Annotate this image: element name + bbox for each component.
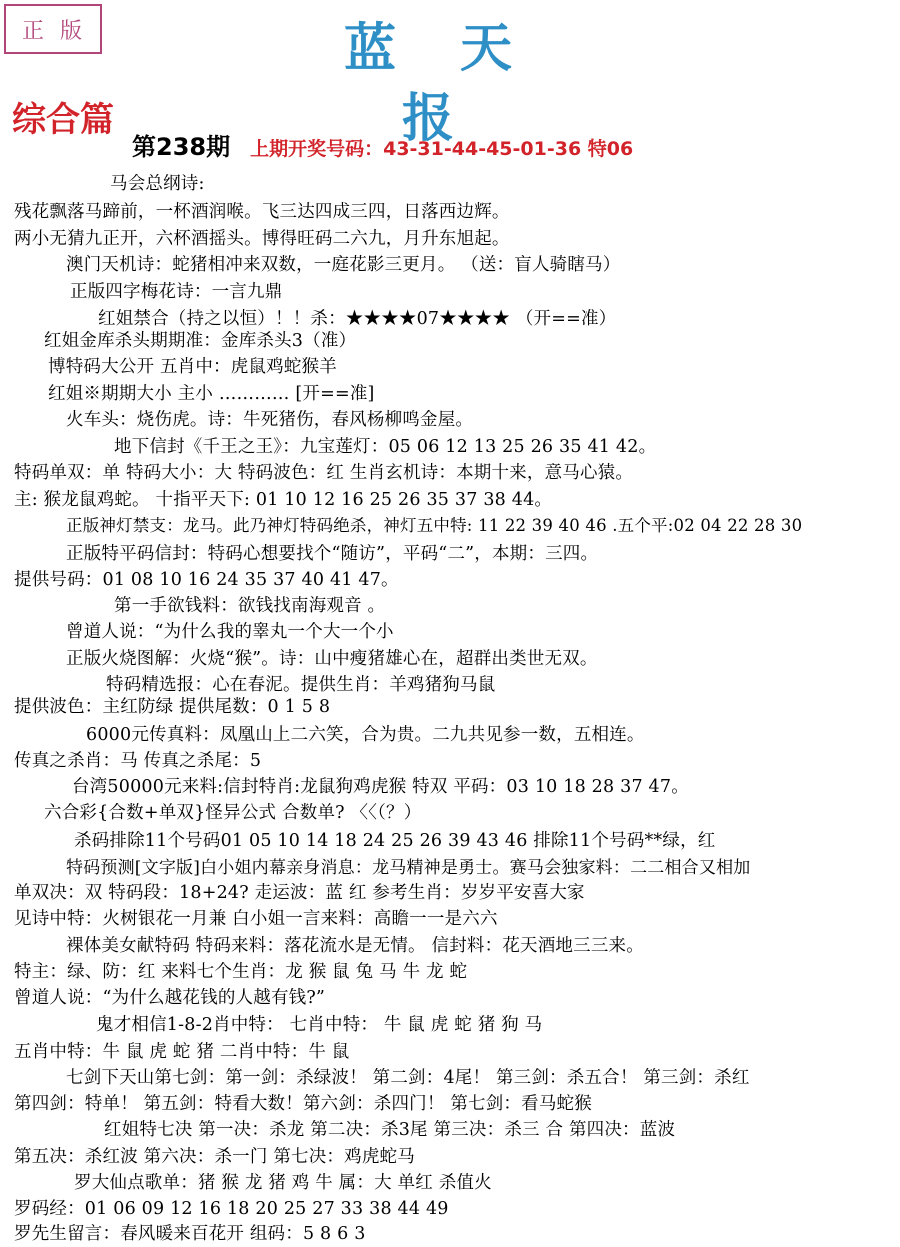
text-line: 正版神灯禁支：龙马。此乃神灯特码绝杀，神灯五中特: 11 22 39 40 46 .五个平:02 04 22 28 30	[66, 516, 803, 535]
text-line: 特码单双：单 特码大小：大 特码波色：红 生肖玄机诗：本期十来，意马心猿。	[14, 463, 634, 483]
text-line: 火车头：烧伤虎。诗：牛死猪伤，春风杨柳鸣金屋。	[66, 410, 474, 430]
text-line: 五肖中特：牛 鼠 虎 蛇 猪 二肖中特：牛 鼠	[14, 1042, 350, 1062]
issue-row	[132, 130, 633, 167]
text-line: 特码预测[文字版]白小姐内幕亲身消息：龙马精神是勇士。赛马会独家料：二二相合又相加	[66, 858, 751, 878]
previous-result: 上期开奖号码：43-31-44-45-01-36 特06	[250, 138, 634, 160]
text-line: 正版火烧图解：火烧“猴”。诗：山中瘦猪雄心在，超群出类世无双。	[66, 649, 598, 669]
text-line: 博特码大公开 五肖中：虎鼠鸡蛇猴羊	[48, 357, 337, 377]
text-line: 残花飘落马蹄前，一杯酒润喉。飞三达四成三四，日落西边辉。	[14, 202, 510, 222]
text-line: 七剑下天山第七剑：第一剑：杀绿波！ 第二剑：4尾！ 第三剑：杀五合！ 第三剑：杀红	[66, 1068, 750, 1088]
text-line: 红姐特七决 第一决：杀龙 第二决：杀3尾 第三决：杀三 合 第四决：蓝波	[104, 1120, 676, 1140]
text-line: 台湾50000元来料:信封特肖:龙鼠狗鸡虎猴 特双 平码：03 10 18 28 37 47。	[72, 777, 689, 797]
text-line: 红姐金库杀头期期准：金库杀头3（准）	[44, 331, 357, 351]
text-line: 见诗中特：火树银花一月兼 白小姐一言来料：高瞻一一是六六	[14, 909, 498, 929]
text-line: 罗大仙点歌单：猪 猴 龙 猪 鸡 牛 属：大 单红 杀值火	[74, 1173, 492, 1193]
text-line: 正版四字梅花诗：一言九鼎	[70, 282, 283, 302]
text-line: 杀码排除11个号码01 05 10 14 18 24 25 26 39 43 46 排除11个号码**绿，红	[74, 831, 716, 851]
text-line: 红姐禁合（持之以恒）！！杀：★★★★07★★★★ （开==准）	[98, 309, 617, 329]
text-line: 红姐※期期大小 主小 ………… [开==准]	[48, 384, 375, 404]
text-line: 6000元传真料：凤凰山上二六笑，合为贵。二九共见参一数，五相连。	[86, 725, 645, 745]
masthead-title: 蓝天报	[343, 18, 576, 149]
text-line: 鬼才相信1-8-2肖中特： 七肖中特： 牛 鼠 虎 蛇 猪 狗 马	[96, 1015, 543, 1035]
text-line: 罗先生留言：春风暖来百花开 组码：5 8 6 3	[14, 1224, 366, 1244]
text-line: 第一手欲钱料：欲钱找南海观音 。	[114, 596, 386, 616]
text-line: 第五决：杀红波 第六决：杀一门 第七决：鸡虎蛇马	[14, 1147, 415, 1167]
text-line: 单双决：双 特码段：18+24? 走运波：蓝 红 参考生肖：岁岁平安喜大家	[14, 883, 585, 903]
text-line: 澳门天机诗：蛇猪相冲来双数，一庭花影三更月。 （送：盲人骑瞎马）	[66, 255, 621, 275]
text-line: 传真之杀肖：马 传真之杀尾：5	[14, 751, 262, 771]
text-line: 第四剑：特单！ 第五剑：特看大数！第六剑：杀四门！ 第七剑：看马蛇猴	[14, 1094, 592, 1114]
issue-number: 第238期	[132, 133, 231, 161]
text-line: 主: 猴龙鼠鸡蛇。 十指平天下: 01 10 12 16 25 26 35 37 38 44。	[14, 490, 553, 510]
text-line: 罗码经：01 06 09 12 16 18 20 25 27 33 38 44 49	[14, 1199, 449, 1219]
text-line: 地下信封《千王之王》：九宝莲灯：05 06 12 13 25 26 35 41 42。	[114, 437, 657, 457]
text-line: 曾道人说：“为什么我的睾丸一个大一个小	[66, 622, 394, 642]
text-line: 特码精选报：心在春泥。提供生肖：羊鸡猪狗马鼠	[106, 675, 496, 695]
section-title: 综合篇	[12, 100, 114, 140]
text-line: 正版特平码信封：特码心想要找个“随访”，平码“二”，本期：三四。	[66, 544, 599, 564]
text-line: 提供号码：01 08 10 16 24 35 37 40 41 47。	[14, 570, 399, 590]
text-line: 特主：绿、防：红 来料七个生肖：龙 猴 鼠 兔 马 牛 龙 蛇	[14, 962, 468, 982]
text-line: 两小无猜九正开，六杯酒摇头。博得旺码二六九，月升东旭起。	[14, 229, 510, 249]
genuine-badge: 正版	[4, 4, 102, 54]
text-line: 曾道人说：“为什么越花钱的人越有钱?”	[14, 988, 326, 1008]
text-line: 六合彩{合数+单双}怪异公式 合数单? 〈〈（？）	[44, 803, 422, 823]
text-line: 裸体美女献特码 特码来料：落花流水是无情。 信封料：花天酒地三三来。	[66, 936, 644, 956]
text-line: 提供波色：主红防绿 提供尾数：0 1 5 8	[14, 697, 331, 717]
text-line: 马会总纲诗:	[110, 174, 205, 194]
